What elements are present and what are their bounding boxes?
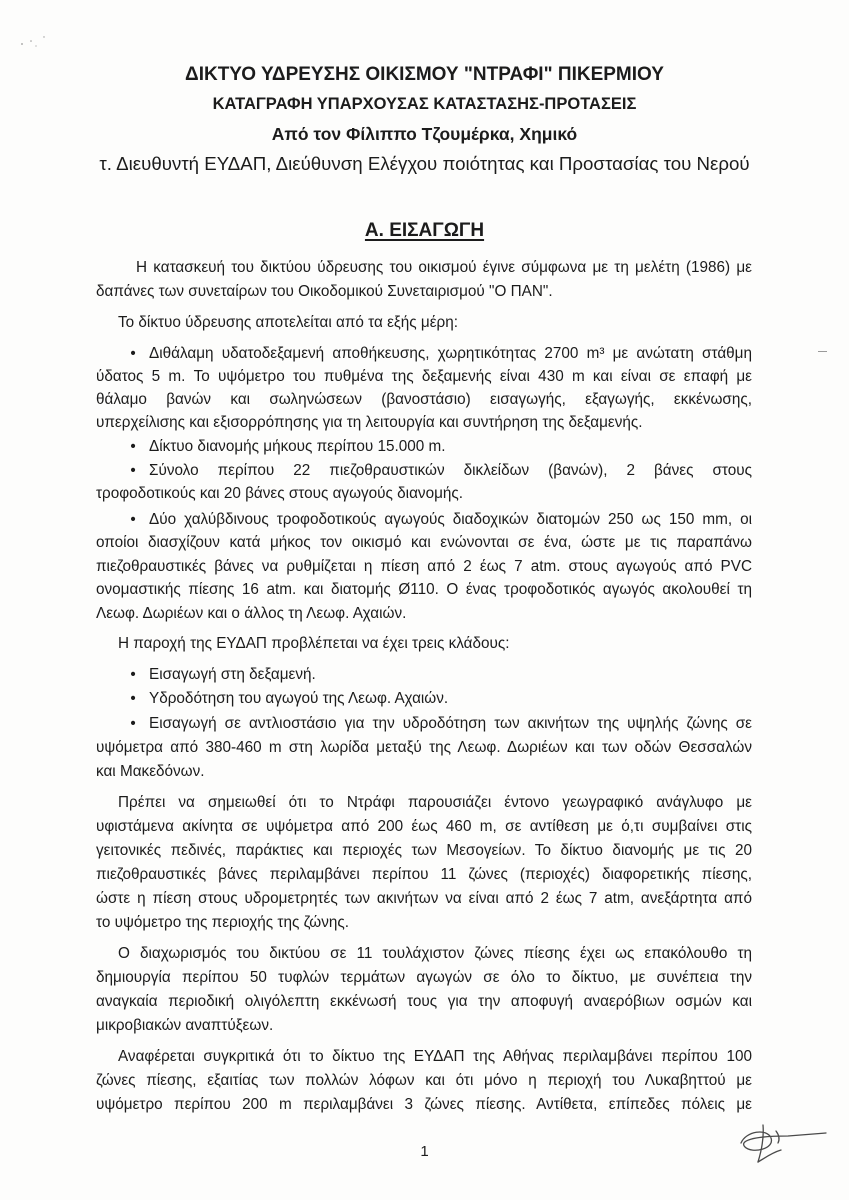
list-item-line: Λεωφ. Δωριέων και ο άλλος τη Λεωφ. Αχαιών. bbox=[96, 605, 407, 622]
bullet-marker: • bbox=[130, 690, 136, 707]
paragraph-line: ώστε η πίεση στους υδρομετρητές των ακινήτων να είναι από 2 έως 7 atm, ανεξάρτητα από bbox=[96, 890, 752, 907]
paragraph-line: υφιστάμενα ακίνητα σε υψόμετρα από 200 έως 460 m, σε αντίθεση με ό,τι συμβαίνει στις bbox=[96, 818, 752, 835]
bullet-marker: • bbox=[130, 345, 136, 362]
bullet-marker: • bbox=[130, 715, 136, 732]
paragraph-line: υψόμετρο περίπου 200 m περιλαμβάνει 3 ζώνες πίεσης. Αντίθετα, επίπεδες πόλεις με bbox=[96, 1096, 752, 1113]
list-item-line: ονομαστικής πίεσης 16 atm. και διατομής Ø110. Ο ένας τροφοδοτικός αγωγός ακολουθεί τη bbox=[96, 581, 752, 598]
paragraph-line: ζώνες πίεσης, εξαιτίας των πολλών λόφων και ότι μόνο η περιοχή του Λυκαβηττού με bbox=[96, 1072, 752, 1089]
paragraph-line: Πρέπει να σημειωθεί ότι το Ντράφι παρουσιάζει έντονο γεωγραφικό ανάγλυφο με bbox=[118, 794, 752, 811]
paragraph-line: Αναφέρεται συγκριτικά ότι το δίκτυο της ΕΥΔΑΠ της Αθήνας περιλαμβάνει περίπου 100 bbox=[118, 1048, 752, 1065]
page-number: 1 bbox=[420, 1143, 429, 1160]
list-item-line: υπερχείλισης και εξισορρόπησης για τη λειτουργία και συντήρηση της δεξαμενής. bbox=[96, 414, 643, 431]
list-item-line: Δίκτυο διανομής μήκους περίπου 15.000 m. bbox=[149, 438, 446, 455]
list-item-line: τροφοδοτικούς και 20 βάνες στους αγωγούς διανομής. bbox=[96, 485, 464, 502]
list-item-line: Δύο χαλύβδινους τροφοδοτικούς αγωγούς διαδοχικών διατομών 250 ως 150 mm, οι bbox=[149, 511, 752, 528]
paragraph-line: πιεζοθραυστικές βάνες περιλαμβάνει περίπου 11 ζώνες (περιοχές) διαφορετικής πίεσης, bbox=[96, 866, 752, 883]
bullet-marker: • bbox=[130, 438, 136, 455]
paragraph-line: το υψόμετρο της περιοχής της ζώνης. bbox=[96, 914, 350, 931]
paragraph-line: δαπάνες των συνεταίρων του Οικοδομικού Συνεταιρισμού "Ο ΠΑΝ". bbox=[96, 283, 553, 300]
document-subtitle: ΚΑΤΑΓΡΑΦΗ ΥΠΑΡΧΟΥΣΑΣ ΚΑΤΑΣΤΑΣΗΣ-ΠΡΟΤΑΣΕΙΣ bbox=[212, 95, 637, 113]
list-item-line: Σύνολο περίπου 22 πιεζοθραυστικών δικλείδων (βανών), 2 βάνες στους bbox=[149, 462, 752, 479]
list-item-line: Εισαγωγή στη δεξαμενή. bbox=[149, 666, 316, 683]
list-item-line: ύδατος 5 m. Το υψόμετρο του πυθμένα της δεξαμενής είναι 430 m και είναι σε επαφή με bbox=[96, 368, 752, 385]
supply-lead-paragraph: Η παροχή της ΕΥΔΑΠ προβλέπεται να έχει τρεις κλάδους: bbox=[118, 635, 510, 652]
list-item-line: και Μακεδόνων. bbox=[96, 763, 205, 780]
document-title: ΔΙΚΤΥΟ ΥΔΡΕΥΣΗΣ ΟΙΚΙΣΜΟΥ "ΝΤΡΑΦΙ" ΠΙΚΕΡΜΙΟΥ bbox=[185, 64, 664, 85]
paragraph-line: αναγκαία περιοδική ολιγόλεπτη εκκένωσή τους για την αποφυγή αναερόβιων οσμών και bbox=[96, 993, 752, 1010]
paragraph-line: μικροβιακών αναπτύξεων. bbox=[96, 1017, 274, 1034]
list-item-line: θάλαμο βανών και σωληνώσεων (βανοστάσιο) εισαγωγής, εξαγωγής, εκκένωσης, bbox=[96, 391, 752, 408]
paragraph-line: Ο διαχωρισμός του δικτύου σε 11 τουλάχιστον ζώνες πίεσης έχει ως επακόλουθο τη bbox=[118, 945, 752, 962]
author-title-line: τ. Διευθυντή ΕΥΔΑΠ, Διεύθυνση Ελέγχου ποιότητας και Προστασίας του Νερού bbox=[99, 153, 750, 174]
paragraph-line: Η κατασκευή του δικτύου ύδρευσης του οικισμού έγινε σύμφωνα με τη μελέτη (1986) με bbox=[136, 259, 752, 276]
list-item-line: Διθάλαμη υδατοδεξαμενή αποθήκευσης, χωρητικότητας 2700 m³ με ανώτατη στάθμη bbox=[149, 345, 752, 362]
paragraph-line: γειτονικές πεδινές, παράκτιες και περιοχές των Μεσογείων. Το δίκτυο διανομής με τις 20 bbox=[96, 842, 752, 859]
parts-lead-paragraph: Το δίκτυο ύδρευσης αποτελείται από τα εξής μέρη: bbox=[118, 314, 458, 331]
paragraph-line: δημιουργία περίπου 50 τυφλών τερμάτων αγωγών σε όλο το δίκτυο, με συνέπεια την bbox=[96, 969, 752, 986]
list-item-line: υψόμετρα από 380-460 m στη λωρίδα μεταξύ της Λεωφ. Δωριέων και των οδών Θεσσαλών bbox=[96, 739, 752, 756]
list-item-line: Εισαγωγή σε αντλιοστάσιο για την υδροδότηση των ακινήτων της υψηλής ζώνης σε bbox=[149, 715, 752, 732]
bullet-marker: • bbox=[130, 511, 136, 528]
author-line: Από τον Φίλιππο Τζουμέρκα, Χημικό bbox=[271, 124, 578, 144]
bullet-marker: • bbox=[130, 462, 136, 479]
section-heading: Α. ΕΙΣΑΓΩΓΗ bbox=[364, 220, 485, 241]
bullet-marker: • bbox=[130, 666, 136, 683]
list-item-line: Υδροδότηση του αγωγού της Λεωφ. Αχαιών. bbox=[149, 690, 449, 707]
list-item-line: πιεζοθραυστικές βάνες να ρυθμίζεται η πίεση από 2 έως 7 atm. στους αγωγούς από PVC bbox=[96, 558, 752, 575]
list-item-line: οποίοι διασχίζουν κατά μήκος τον οικισμό και ενώνονται σε ένα, ώστε με τις παραπάνω bbox=[96, 534, 752, 551]
